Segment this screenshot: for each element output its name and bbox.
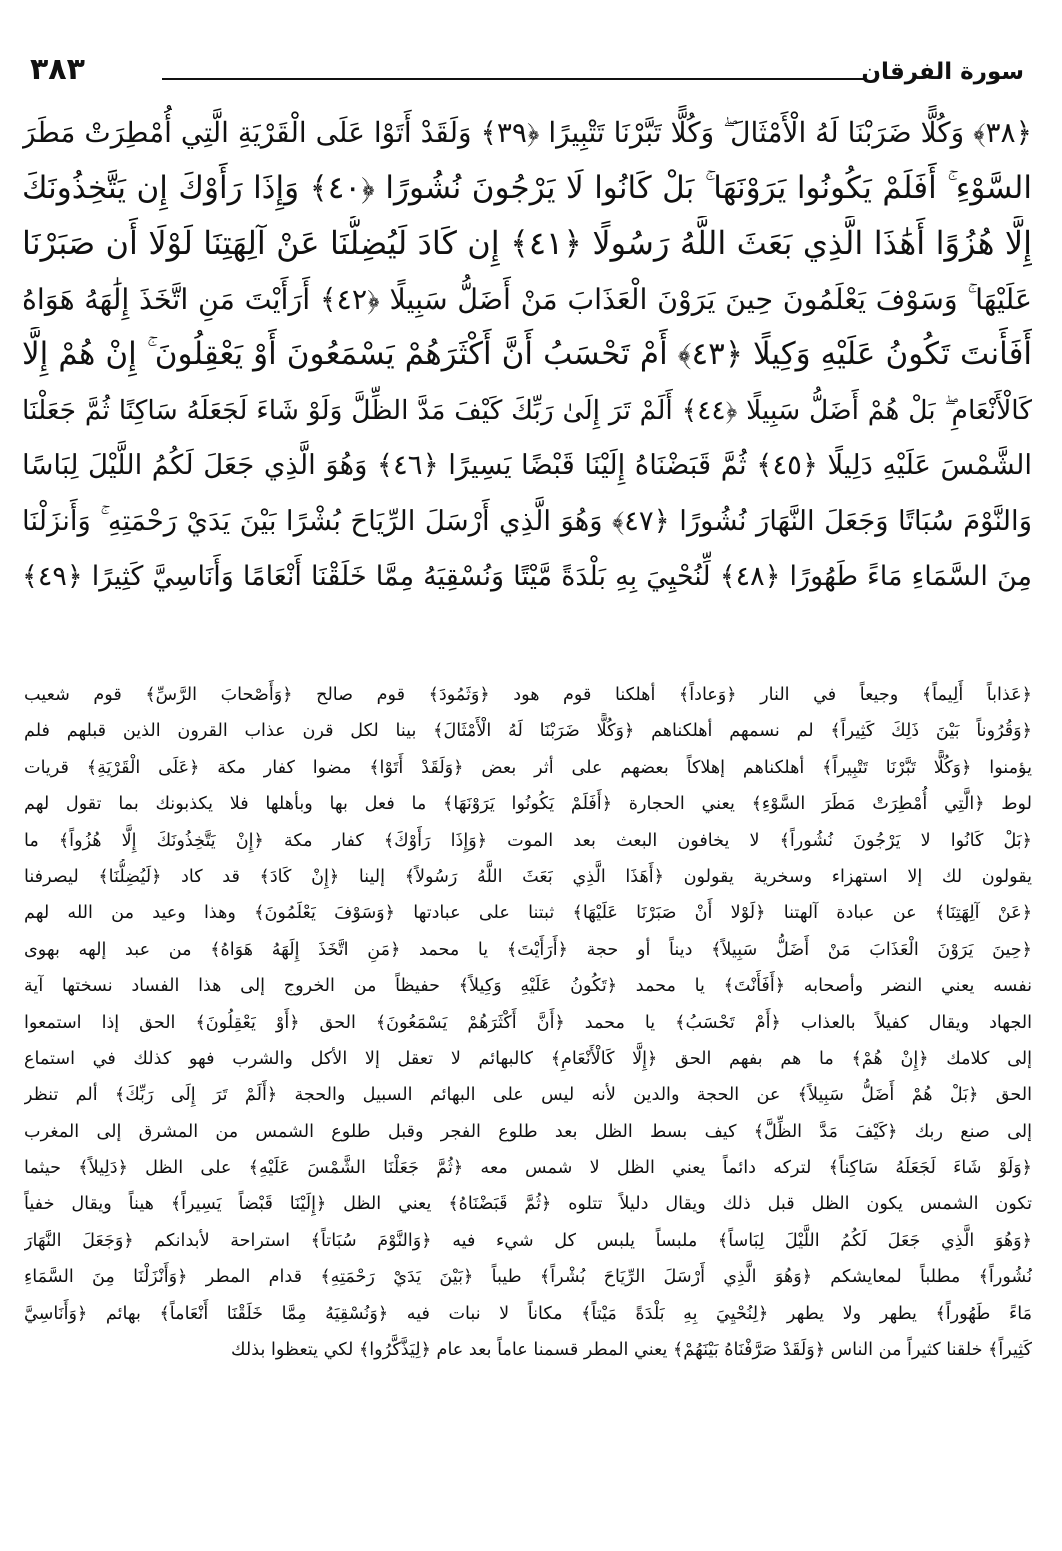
quran-line: ﴿٣٨﴾ وَكُلًّا ضَرَبْنَا لَهُ الْأَمْثَالَ ۖ وَكُلًّا تَبَّرْنَا تَتْبِيرًا ﴿٣٩﴾ وَلَقَدْ أَتَوْا عَلَى الْقَرْيَةِ الَّتِي أُمْطِرَتْ مَطَرَ — [22, 116, 1032, 149]
tafsir-line: ﴿وَلَوْ شَاءَ لَجَعَلَهُ سَاكِناً﴾ لتركه دائماً يعني الظل لا شمس معه ﴿ثُمَّ جَعَلْنَا الشَّمْسَ عَلَيْهِ﴾ على الظل ﴿دَلِيلاً﴾ حيثما — [24, 1158, 1032, 1179]
tafsir-line: ﴿وَهُوَ الَّذِي جَعَلَ لَكُمُ اللَّيْلَ لِبَاساً﴾ ملبساً يلبس كل شيء فيه ﴿وَالنَّوْمَ سُبَاتاً﴾ استراحة لأبدانكم ﴿وَجَعَلَ النَّهَارَ — [24, 1230, 1032, 1251]
tafsir-line: الحق ﴿بَلْ هُمْ أَضَلُّ سَبِيلاً﴾ عن الحجة والدين لأنه ليس على البهائم السبيل والحجة ﴿أَلَمْ تَرَ إِلَى رَبِّكَ﴾ ألم تنظر — [24, 1085, 1032, 1106]
tafsir-line: نُشُوراً﴾ مطلباً لمعايشكم ﴿وَهُوَ الَّذِي أَرْسَلَ الرِّيَاحَ بُشْراً﴾ طيباً ﴿بَيْنَ يَدَيْ رَحْمَتِهِ﴾ قدام المطر ﴿وَأَنْزَلْنَا مِنَ السَّمَاءِ — [24, 1267, 1032, 1288]
tafsir-line: ﴿وَقُرُوناً بَيْنَ ذَلِكَ كَثِيراً﴾ لم نسمهم أهلكناهم ﴿وَكُلًّا ضَرَبْنَا لَهُ الْأَمْثَالَ﴾ بينا لكل قرن عذاب القرون الذين قبلهم فلم — [24, 721, 1032, 742]
tafsir-line: تكون الشمس يكون الظل قبل ذلك ويقال دليلاً تتلوه ﴿ثُمَّ قَبَضْنَاهُ﴾ يعني الظل ﴿إِلَيْنَا قَبْضاً يَسِيراً﴾ هيناً ويقال خفياً — [24, 1194, 1032, 1215]
quran-line: عَلَيْهَا ۚ وَسَوْفَ يَعْلَمُونَ حِينَ يَرَوْنَ الْعَذَابَ مَنْ أَضَلُّ سَبِيلًا ﴿٤٢﴾ أَرَأَيْتَ مَنِ اتَّخَذَ إِلَٰهَهُ هَوَاهُ — [22, 282, 1032, 316]
tafsir-line: مَاءً طَهُوراً﴾ يطهر ولا يطهر ﴿لِنُحْيِيَ بِهِ بَلْدَةً مَيْتاً﴾ مكاناً لا نبات فيه ﴿وَنُسْقِيَهُ مِمَّا خَلَقْنَا أَنْعَاماً﴾ بهائم ﴿وَأَنَاسِيَّ — [24, 1303, 1032, 1324]
tafsir-line: ﴿بَلْ كَانُوا لا يَرْجُونَ نُشُوراً﴾ لا يخافون البعث بعد الموت ﴿وَإِذَا رَأَوْكَ﴾ كفار مكة ﴿إِنْ يَتَّخِذُونَكَ إِلَّا هُزُواً﴾ ما — [24, 830, 1032, 851]
tafsir-line: كَثِيراً﴾ خلقنا كثيراً من الناس ﴿وَلَقَدْ صَرَّفْنَاهُ بَيْنَهُمْ﴾ يعني المطر قسمنا عاماً بعد عام ﴿لِيَذَّكَّرُوا﴾ لكي يتعظوا بذلك — [231, 1340, 1032, 1361]
tafsir-line: إلى كلامك ﴿إِنْ هُمْ﴾ ما هم بفهم الحق ﴿إِلَّا كَالْأَنْعَامِ﴾ كالبهائم لا تعقل إلا الأكل والشرب فهو كذلك في استماع — [24, 1048, 1032, 1069]
tafsir-line: ﴿عَنْ آلِهَتِنَا﴾ عن عبادة آلهتنا ﴿لَوْلا أَنْ صَبَرْنَا عَلَيْهَا﴾ ثبتنا على عبادتها ﴿وَسَوْفَ يَعْلَمُونَ﴾ وهذا وعيد من الله لهم — [24, 903, 1032, 924]
tafsir-line: يقولون لك إلا استهزاء وسخرية يقولون ﴿أَهَذَا الَّذِي بَعَثَ اللَّهُ رَسُولاً﴾ إلينا ﴿إِنْ كَادَ﴾ قد كاد ﴿لَيُضِلُّنَا﴾ ليصرفنا — [24, 866, 1032, 887]
tafsir-commentary-block — [24, 677, 1032, 1368]
quran-line: كَالْأَنْعَامِ ۖ بَلْ هُمْ أَضَلُّ سَبِيلًا ﴿٤٤﴾ أَلَمْ تَرَ إِلَىٰ رَبِّكَ كَيْفَ مَدَّ الظِّلَّ وَلَوْ شَاءَ لَجَعَلَهُ سَاكِنًا ثُمَّ جَعَلْنَا — [22, 394, 1032, 426]
tafsir-line: ﴿عَذاباً أَلِيماً﴾ وجيعاً في النار ﴿وَعاداً﴾ أهلكنا قوم هود ﴿وَثَمُودَ﴾ قوم صالح ﴿وَأَصْحابَ الرَّسِّ﴾ قوم شعيب — [24, 685, 1032, 705]
quran-line: وَالنَّوْمَ سُبَاتًا وَجَعَلَ النَّهَارَ نُشُورًا ﴿٤٧﴾ وَهُوَ الَّذِي أَرْسَلَ الرِّيَاحَ بُشْرًا بَيْنَ يَدَيْ رَحْمَتِهِ ۚ وَأَنزَلْنَا — [22, 504, 1032, 537]
quran-line: إِلَّا هُزُوًا أَهَٰذَا الَّذِي بَعَثَ اللَّهُ رَسُولًا ﴿٤١﴾ إِن كَادَ لَيُضِلُّنَا عَنْ آلِهَتِنَا لَوْلَا أَن صَبَرْنَا — [22, 224, 1032, 262]
quran-line: مِنَ السَّمَاءِ مَاءً طَهُورًا ﴿٤٨﴾ لِّنُحْيِيَ بِهِ بَلْدَةً مَّيْتًا وَنُسْقِيَهُ مِمَّا خَلَقْنَا أَنْعَامًا وَأَنَاسِيَّ كَثِيرًا ﴿٤٩﴾ — [22, 561, 1032, 592]
surah-title: سورة الفرقان — [861, 59, 1024, 85]
quran-line: السَّوْءِ ۚ أَفَلَمْ يَكُونُوا يَرَوْنَهَا ۚ بَلْ كَانُوا لَا يَرْجُونَ نُشُورًا ﴿٤٠﴾ وَإِذَا رَأَوْكَ إِن يَتَّخِذُونَكَ — [22, 169, 1032, 206]
page-number: ٣٨٣ — [30, 52, 85, 87]
tafsir-line: الجهاد ويقال كفيلاً بالعذاب ﴿أَمْ تَحْسَبُ﴾ يا محمد ﴿أَنَّ أَكْثَرَهُمْ يَسْمَعُونَ﴾ الحق ﴿أَوْ يَعْقِلُونَ﴾ الحق إذا استمعوا — [24, 1012, 1032, 1033]
quran-text-block — [22, 105, 1032, 605]
tafsir-line: إلى صنع ربك ﴿كَيْفَ مَدَّ الظِّلَّ﴾ كيف بسط الظل بعد طلوع الفجر وقبل طلوع الشمس من المشرق إلى المغرب — [24, 1121, 1032, 1142]
tafsir-line: يؤمنوا ﴿وَكُلًّا تَبَّرْنَا تَتْبِيراً﴾ أهلكناهم إهلاكاً بعضهم على أثر بعض ﴿وَلَقَدْ أَتَوْا﴾ مضوا كفار مكة ﴿عَلَى الْقَرْيَةِ﴾ قريات — [24, 757, 1032, 778]
tafsir-line: ﴿حِينَ يَرَوْنَ الْعَذَابَ مَنْ أَضَلُّ سَبِيلاً﴾ ديناً أو حجة ﴿أَرَأَيْتَ﴾ يا محمد ﴿مَنِ اتَّخَذَ إِلَهَهُ هَوَاهُ﴾ من عبد إلهه بهوى — [24, 939, 1032, 960]
tafsir-line: لوط ﴿الَّتِي أُمْطِرَتْ مَطَرَ السَّوْءِ﴾ يعني الحجارة ﴿أَفَلَمْ يَكُونُوا يَرَوْنَهَا﴾ ما فعل بها وبأهلها فلا يكذبونك بما تقول لهم — [24, 794, 1032, 815]
page-header — [30, 52, 1024, 92]
quran-line: الشَّمْسَ عَلَيْهِ دَلِيلًا ﴿٤٥﴾ ثُمَّ قَبَضْنَاهُ إِلَيْنَا قَبْضًا يَسِيرًا ﴿٤٦﴾ وَهُوَ الَّذِي جَعَلَ لَكُمُ اللَّيْلَ لِبَاسًا — [22, 449, 1032, 481]
tafsir-line: نفسه يعني النضر وأصحابه ﴿أَفَأَنْتَ﴾ يا محمد ﴿تَكُونُ عَلَيْهِ وَكِيلاً﴾ حفيظاً من الخروج إلى هذا الفساد نسختها آية — [24, 976, 1032, 997]
quran-line: أَفَأَنتَ تَكُونُ عَلَيْهِ وَكِيلًا ﴿٤٣﴾ أَمْ تَحْسَبُ أَنَّ أَكْثَرَهُمْ يَسْمَعُونَ أَوْ يَعْقِلُونَ ۚ إِنْ هُمْ إِلَّا — [22, 336, 1032, 372]
header-rule — [162, 78, 864, 80]
